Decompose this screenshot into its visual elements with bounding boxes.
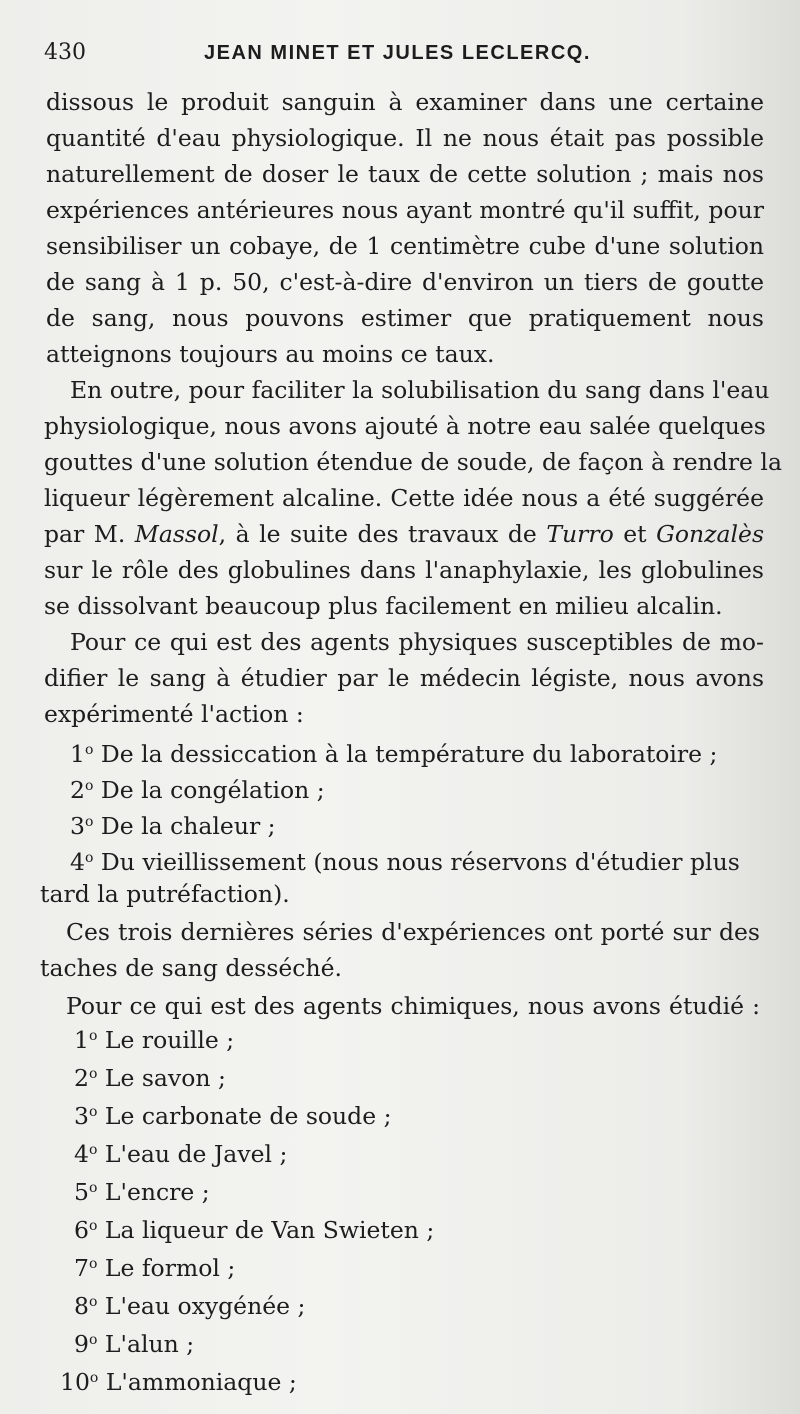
text-line: liqueur légèrement alcaline. Cette idée nous a été suggérée: [44, 484, 764, 512]
list-item: 5$^o$ L'encre ;: [74, 1178, 210, 1206]
text-line: sensibiliser un cobaye, de 1 centimètre cube d'une solution: [46, 232, 764, 260]
page-header: [44, 38, 764, 68]
list-item: 6$^o$ La liqueur de Van Swieten ;: [74, 1216, 435, 1244]
text-line: sur le rôle des globulines dans l'anaphylaxie, les globulines: [44, 556, 764, 584]
author-name-massol: Massol: [134, 520, 219, 548]
text-line: Pour ce qui est des agents physiques susceptibles de mo-: [70, 628, 764, 656]
list-item: 3$^o$ De la chaleur ;: [70, 812, 276, 840]
list-item: 4$^o$ L'eau de Javel ;: [74, 1140, 288, 1168]
text-line: physiologique, nous avons ajouté à notre eau salée quelques: [44, 412, 766, 440]
list-item: 4$^o$ Du vieillissement (nous nous réservons d'étudier plus: [70, 848, 740, 876]
text-line: quantité d'eau physiologique. Il ne nous était pas possible: [46, 124, 764, 152]
text-line: difier le sang à étudier par le médecin légiste, nous avons: [44, 664, 764, 692]
list-item: 2$^o$ De la congélation ;: [70, 776, 325, 804]
text-line: En outre, pour faciliter la solubilisation du sang dans l'eau: [70, 376, 770, 404]
text-segment: , à le suite des travaux de: [218, 520, 547, 548]
author-name-turro: Turro: [546, 520, 614, 548]
text-line: gouttes d'une solution étendue de soude, de façon à rendre la: [44, 448, 782, 476]
list-item: 8$^o$ L'eau oxygénée ;: [74, 1292, 306, 1320]
text-line: Pour ce qui est des agents chimiques, nous avons étudié :: [66, 992, 760, 1020]
text-line: expériences antérieures nous ayant montré qu'il suffit, pour: [46, 196, 764, 224]
list-item: 1$^o$ De la dessiccation à la température du laboratoire ;: [70, 740, 718, 768]
text-line: atteignons toujours au moins ce taux.: [46, 340, 495, 368]
list-item: 2$^o$ Le savon ;: [74, 1064, 226, 1092]
text-line: de sang, nous pouvons estimer que pratiquement nous: [46, 304, 764, 332]
text-line: dissous le produit sanguin à examiner dans une certaine: [46, 88, 764, 116]
text-segment: et: [613, 520, 657, 548]
author-name-gonzales: Gonzalès: [656, 520, 765, 548]
text-line: naturellement de doser le taux de cette solution ; mais nos: [46, 160, 764, 188]
text-line: expérimenté l'action :: [44, 700, 304, 728]
text-line: se dissolvant beaucoup plus facilement en milieu alcalin.: [44, 592, 723, 620]
list-item: 10$^o$ L'ammoniaque ;: [60, 1368, 297, 1396]
running-head: JEAN MINET ET JULES LECLERCQ.: [204, 42, 591, 64]
text-line: de sang à 1 p. 50, c'est-à-dire d'environ un tiers de goutte: [46, 268, 764, 296]
list-item: 7$^o$ Le formol ;: [74, 1254, 236, 1282]
list-item: 9$^o$ L'alun ;: [74, 1330, 195, 1358]
text-line: taches de sang desséché.: [40, 954, 342, 982]
text-line: tard la putréfaction).: [40, 880, 290, 908]
text-segment: par M.: [44, 520, 135, 548]
text-line: Ces trois dernières séries d'expériences ont porté sur des: [66, 918, 760, 946]
list-item: 3$^o$ Le carbonate de soude ;: [74, 1102, 392, 1130]
list-item: 1$^o$ Le rouille ;: [74, 1026, 235, 1054]
page-number: 430: [44, 40, 86, 65]
text-line-with-names: [44, 516, 764, 552]
